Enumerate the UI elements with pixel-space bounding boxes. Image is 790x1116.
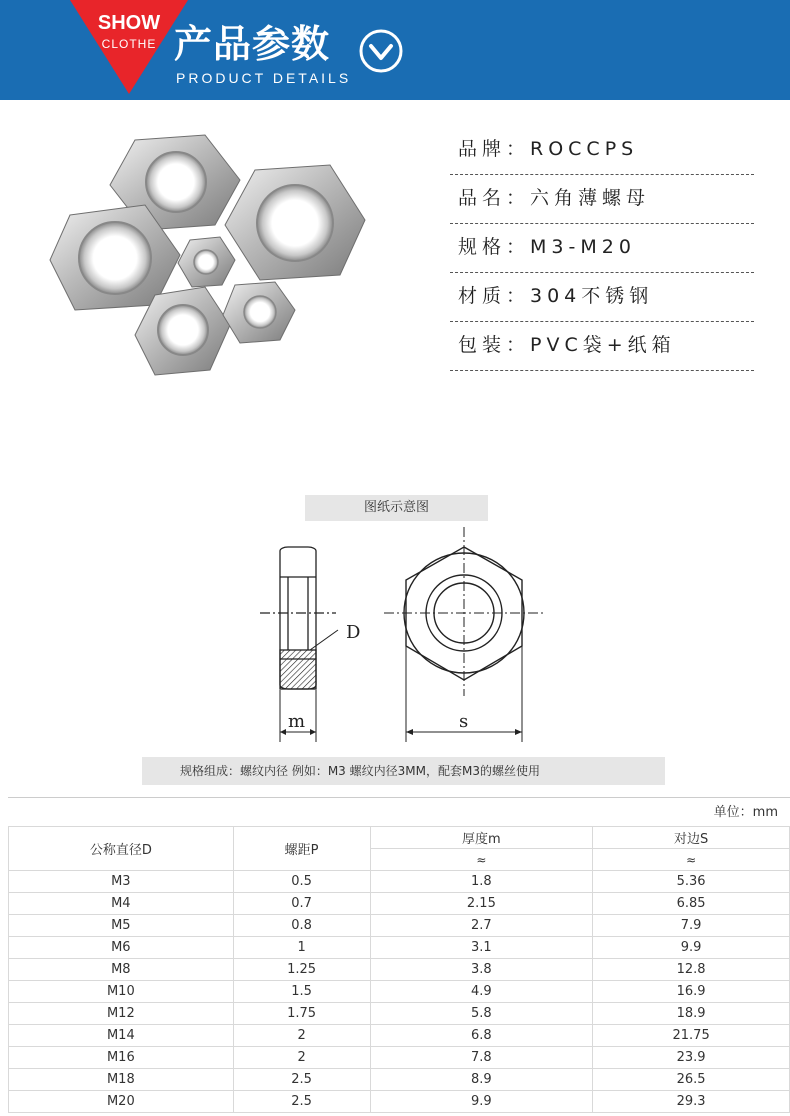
cell-width: 18.9 — [593, 1003, 790, 1025]
header-thickness-approx: ≈ — [370, 849, 593, 871]
cell-thickness: 4.9 — [370, 981, 593, 1003]
show-clothe-badge — [70, 0, 188, 94]
cell-pitch: 1.5 — [233, 981, 370, 1003]
product-photo — [40, 125, 400, 395]
spec-list — [450, 126, 754, 371]
divider — [8, 797, 790, 798]
cell-pitch: 0.7 — [233, 893, 370, 915]
spec-brand: 品牌：ROCCPS — [458, 138, 639, 160]
unit-label: 单位：mm — [713, 805, 778, 820]
cell-thickness: 9.9 — [370, 1091, 593, 1113]
cell-pitch: 1.75 — [233, 1003, 370, 1025]
label-d: D — [346, 622, 361, 643]
spec-row-material — [450, 273, 754, 322]
cell-width: 16.9 — [593, 981, 790, 1003]
spec-row-brand — [450, 126, 754, 175]
cell-diameter: M6 — [9, 937, 234, 959]
cell-pitch: 2 — [233, 1047, 370, 1069]
dimension-table — [8, 826, 790, 1113]
cell-width: 5.36 — [593, 871, 790, 893]
label-m: m — [288, 711, 306, 732]
cell-pitch: 1 — [233, 937, 370, 959]
label-s: s — [459, 711, 469, 732]
badge-show-text: SHOW — [97, 12, 161, 34]
table-row — [9, 871, 790, 893]
technical-drawing — [250, 520, 570, 750]
diagram-note: 规格组成：螺纹内径 例如：M3 螺纹内径3MM，配套M3的螺丝使用 — [142, 757, 665, 785]
cell-thickness: 1.8 — [370, 871, 593, 893]
table-row — [9, 1025, 790, 1047]
header-thickness: 厚度m — [370, 827, 593, 849]
table-row — [9, 915, 790, 937]
cell-pitch: 1.25 — [233, 959, 370, 981]
spec-size: 规格：M3-M20 — [458, 236, 636, 258]
cell-thickness: 8.9 — [370, 1069, 593, 1091]
cell-diameter: M16 — [9, 1047, 234, 1069]
cell-diameter: M14 — [9, 1025, 234, 1047]
spec-row-package — [450, 322, 754, 371]
header-banner — [0, 0, 790, 100]
chevron-down-circle-icon — [358, 28, 404, 74]
cell-thickness: 2.15 — [370, 893, 593, 915]
table-row — [9, 1091, 790, 1113]
cell-width: 6.85 — [593, 893, 790, 915]
spec-row-size — [450, 224, 754, 273]
header-width: 对边S — [593, 827, 790, 849]
table-row — [9, 981, 790, 1003]
cell-diameter: M8 — [9, 959, 234, 981]
hex-nut-image — [178, 237, 235, 287]
cell-diameter: M20 — [9, 1091, 234, 1113]
table-row — [9, 959, 790, 981]
badge-clothe-text: CLOTHE — [101, 37, 157, 51]
cell-thickness: 6.8 — [370, 1025, 593, 1047]
cell-diameter: M10 — [9, 981, 234, 1003]
spec-row-name — [450, 175, 754, 224]
table-row — [9, 1003, 790, 1025]
cell-thickness: 7.8 — [370, 1047, 593, 1069]
header-diameter: 公称直径D — [9, 827, 234, 871]
header-width-approx: ≈ — [593, 849, 790, 871]
table-row — [9, 893, 790, 915]
diagram-title: 图纸示意图 — [305, 495, 488, 521]
cell-pitch: 2.5 — [233, 1069, 370, 1091]
cell-width: 9.9 — [593, 937, 790, 959]
page-title: 产品参数 — [174, 22, 331, 66]
cell-width: 26.5 — [593, 1069, 790, 1091]
table-row — [9, 1047, 790, 1069]
cell-width: 29.3 — [593, 1091, 790, 1113]
cell-pitch: 2.5 — [233, 1091, 370, 1113]
header-pitch: 螺距P — [233, 827, 370, 871]
cell-diameter: M18 — [9, 1069, 234, 1091]
cell-thickness: 2.7 — [370, 915, 593, 937]
spec-material: 材质：304不锈钢 — [458, 285, 654, 307]
cell-diameter: M5 — [9, 915, 234, 937]
cell-pitch: 0.5 — [233, 871, 370, 893]
cell-width: 23.9 — [593, 1047, 790, 1069]
cell-pitch: 2 — [233, 1025, 370, 1047]
spec-name: 品名：六角薄螺母 — [458, 187, 651, 209]
cell-thickness: 3.8 — [370, 959, 593, 981]
cell-width: 12.8 — [593, 959, 790, 981]
spec-package: 包装：PVC袋+纸箱 — [458, 334, 676, 356]
table-row — [9, 1069, 790, 1091]
cell-diameter: M4 — [9, 893, 234, 915]
cell-thickness: 5.8 — [370, 1003, 593, 1025]
page-subtitle: PRODUCT DETAILS — [176, 70, 352, 86]
table-row — [9, 937, 790, 959]
cell-diameter: M12 — [9, 1003, 234, 1025]
cell-pitch: 0.8 — [233, 915, 370, 937]
hex-nut-image — [223, 282, 295, 343]
cell-thickness: 3.1 — [370, 937, 593, 959]
hex-nut-image — [225, 165, 365, 280]
cell-diameter: M3 — [9, 871, 234, 893]
cell-width: 7.9 — [593, 915, 790, 937]
cell-width: 21.75 — [593, 1025, 790, 1047]
